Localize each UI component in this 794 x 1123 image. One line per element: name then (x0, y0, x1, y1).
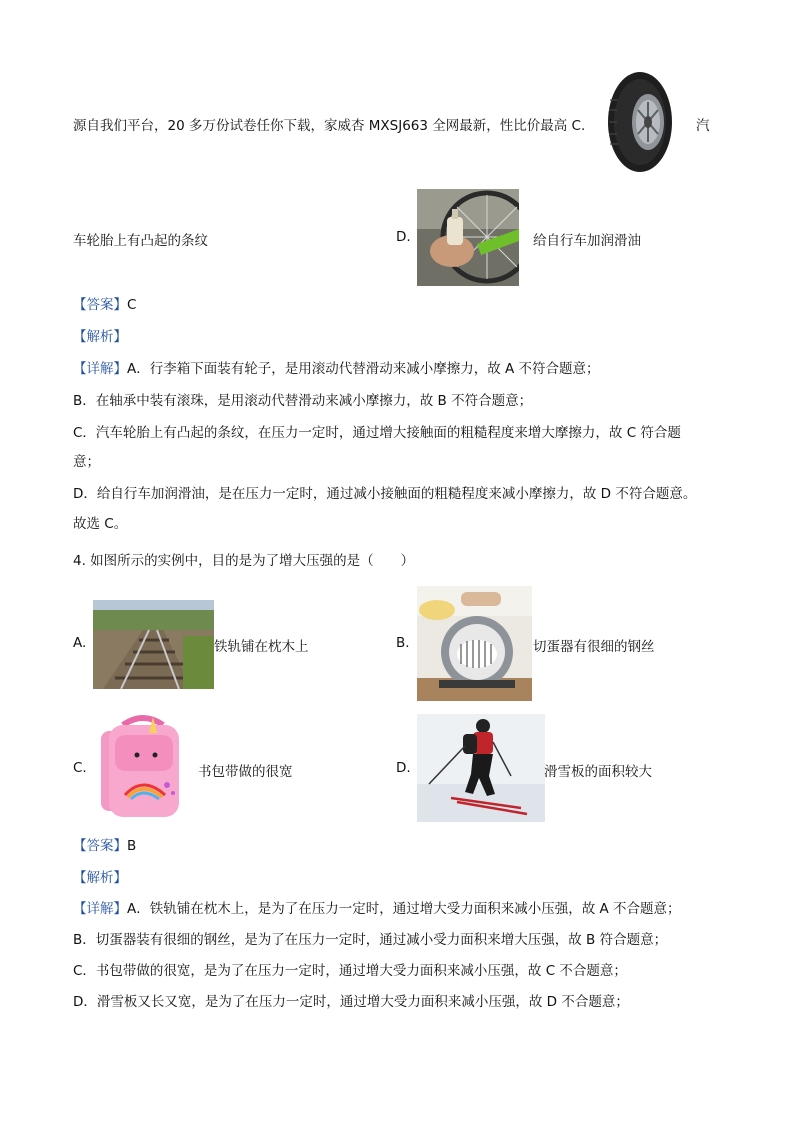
q4-detail-line-2: C．书包带做的很宽，是为了在压力一定时，通过增大受力面积来减小压强，故 C 不合题意； (73, 963, 627, 979)
q3-option-d-letter: D. (396, 229, 411, 245)
q4-option-c-letter: C. (73, 760, 87, 776)
q4-detail-line-0: 【详解】A．铁轨铺在枕木上，是为了在压力一定时，通过增大受力面积来减小压强，故 A 不合题意； (73, 901, 681, 917)
q4-option-d-letter: D. (396, 760, 411, 776)
q3-detail-line-3: 意； (73, 454, 100, 470)
answer-label: 【答案】 (73, 297, 127, 313)
bicycle-oil-image (417, 189, 519, 286)
q3-detail-line-0: 【详解】A．行李箱下面装有轮子，是用滚动代替滑动来减小摩擦力，故 A 不符合题意； (73, 361, 600, 377)
q4-option-b-letter: B. (396, 635, 410, 651)
q4-option-a-letter: A. (73, 635, 87, 651)
answer-value: B (127, 838, 137, 854)
q3-conclusion: 故选 C。 (73, 516, 128, 532)
answer-label: 【答案】 (73, 838, 127, 854)
answer-value: C (127, 297, 137, 313)
q3-line1: 源自我们平台，20 多万份试卷任你下载，家威杏 MXSJ663 全网最新，性比价最高 C. (73, 118, 586, 134)
q4-answer (73, 836, 136, 856)
egg-slicer-image (417, 586, 532, 701)
q3-analysis-label: 【解析】 (73, 329, 127, 345)
q4-option-a-text: 铁轨铺在枕木上 (214, 639, 309, 655)
q4-detail-line-1: B．切蛋器装有很细的钢丝，是为了在压力一定时，通过减小受力面积来增大压强，故 B 符合题意； (73, 932, 668, 948)
q3-detail-line-4: D．给自行车加润滑油，是在压力一定时，通过减小接触面的粗糙程度来减小摩擦力，故 D 不符合题意。 (73, 486, 697, 502)
q3-line1-end: 汽 (696, 118, 710, 134)
q3-answer (73, 295, 136, 315)
tire-image (604, 70, 676, 174)
q4-analysis-label: 【解析】 (73, 870, 127, 886)
backpack-image (93, 711, 193, 822)
q4-option-b-text: 切蛋器有很细的钢丝 (533, 639, 655, 655)
q4-option-c-text: 书包带做的很宽 (198, 764, 293, 780)
q4-stem: 4. 如图所示的实例中，目的是为了增大压强的是（ ） (73, 553, 415, 569)
detail-label: 【详解】 (73, 901, 127, 917)
railway-image (93, 600, 214, 689)
detail-label: 【详解】 (73, 361, 127, 377)
q4-option-d-text: 滑雪板的面积较大 (544, 764, 652, 780)
q3-detail-line-1: B．在轴承中装有滚珠，是用滚动代替滑动来减小摩擦力，故 B 不符合题意； (73, 393, 533, 409)
skier-image (417, 714, 545, 822)
q3-detail-line-2: C．汽车轮胎上有凸起的条纹，在压力一定时，通过增大接触面的粗糙程度来增大摩擦力，故 C 符合题 (73, 425, 681, 441)
q4-detail-line-3: D．滑雪板又长又宽，是为了在压力一定时，通过增大受力面积来减小压强，故 D 不合题意； (73, 994, 629, 1010)
q3-line2: 车轮胎上有凸起的条纹 (73, 233, 208, 249)
q3-option-d-text: 给自行车加润滑油 (533, 233, 641, 249)
